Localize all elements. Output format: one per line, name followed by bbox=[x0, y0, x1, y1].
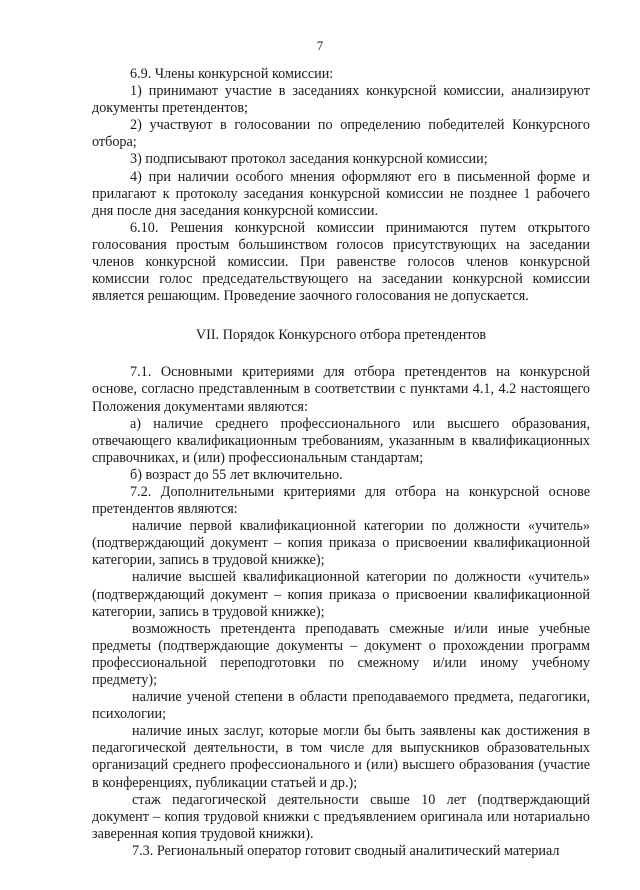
section-heading-vii: VII. Порядок Конкурсного отбора претендентов bbox=[195, 327, 487, 344]
criterion-related-subjects: возможность претендента преподавать смежные и/или иные учебные предметы (подтверждающие документы – документ о прохождении программ профессиональной переподготовки по смежному и/или иному учебному предмету); bbox=[92, 620, 590, 688]
page-number: 7 bbox=[316, 38, 324, 53]
paragraph-7-2: 7.2. Дополнительными критериями для отбора на конкурсной основе претендентов являются: bbox=[92, 483, 590, 518]
list-item-6-9-4: 4) при наличии особого мнения оформляют его в письменной форме и прилагают к протоколу заседания конкурсной комиссии не позднее 1 рабочего дня после дня заседания конкурсной комиссии. bbox=[92, 168, 590, 219]
criterion-first-category: наличие первой квалификационной категории по должности «учитель» (подтверждающий документ – копия приказа о присвоении квалификационной категории, запись в трудовой книжке); bbox=[92, 518, 590, 569]
list-item-7-1-b: б) возраст до 55 лет включительно. bbox=[130, 466, 343, 483]
criterion-academic-degree: наличие ученой степени в области преподаваемого предмета, педагогики, психологии; bbox=[92, 689, 590, 723]
paragraph-6-9: 6.9. Члены конкурсной комиссии: bbox=[130, 66, 334, 82]
paragraph-7-1: 7.1. Основными критериями для отбора претендентов на конкурсной основе, согласно представленным в соответствии с пунктами 4.1, 4.2 настоящего Положения документами являются: bbox=[92, 364, 590, 415]
list-item-6-9-3: 3) подписывают протокол заседания конкурсной комиссии; bbox=[130, 151, 488, 168]
paragraph-6-10: 6.10. Решения конкурсной комиссии принимаются путем открытого голосования простым большинством голосов присутствующих на заседании членов конкурсной комиссии. При равенстве голосов членов конкурсной комиссии голос председательствующего на заседании конкурсной комиссии является решающим. Проведение заочного голосования не допускается. bbox=[92, 219, 590, 305]
criterion-highest-category: наличие высшей квалификационной категории по должности «учитель» (подтверждающий документ – копия приказа о присвоении квалификационной категории, запись в трудовой книжке); bbox=[92, 569, 590, 620]
criterion-other-merits: наличие иных заслуг, которые могли бы быть заявлены как достижения в педагогической деятельности, в том числе для выпускников образовательных организаций среднего профессионального и (или) высшего образования (участие в конференциях, публикации статьей и др.); bbox=[92, 723, 590, 791]
paragraph-7-3: 7.3. Региональный оператор готовит сводный аналитический материал bbox=[132, 842, 560, 859]
list-item-6-9-1: 1) принимают участие в заседаниях конкурсной комиссии, анализируют документы претендентов; bbox=[92, 83, 590, 117]
document-body bbox=[92, 66, 590, 860]
list-item-7-1-a: а) наличие среднего профессионального или высшего образования, отвечающего квалификационным требованиям, указанным в квалификационных справочниках, и (или) профессиональным стандартам; bbox=[92, 415, 590, 466]
list-item-6-9-2: 2) участвуют в голосовании по определению победителей Конкурсного отбора; bbox=[92, 117, 590, 151]
criterion-experience: стаж педагогической деятельности свыше 10 лет (подтверждающий документ – копия трудовой книжки с предъявлением оригинала или нотариально заверенная копия трудовой книжки). bbox=[92, 791, 590, 842]
